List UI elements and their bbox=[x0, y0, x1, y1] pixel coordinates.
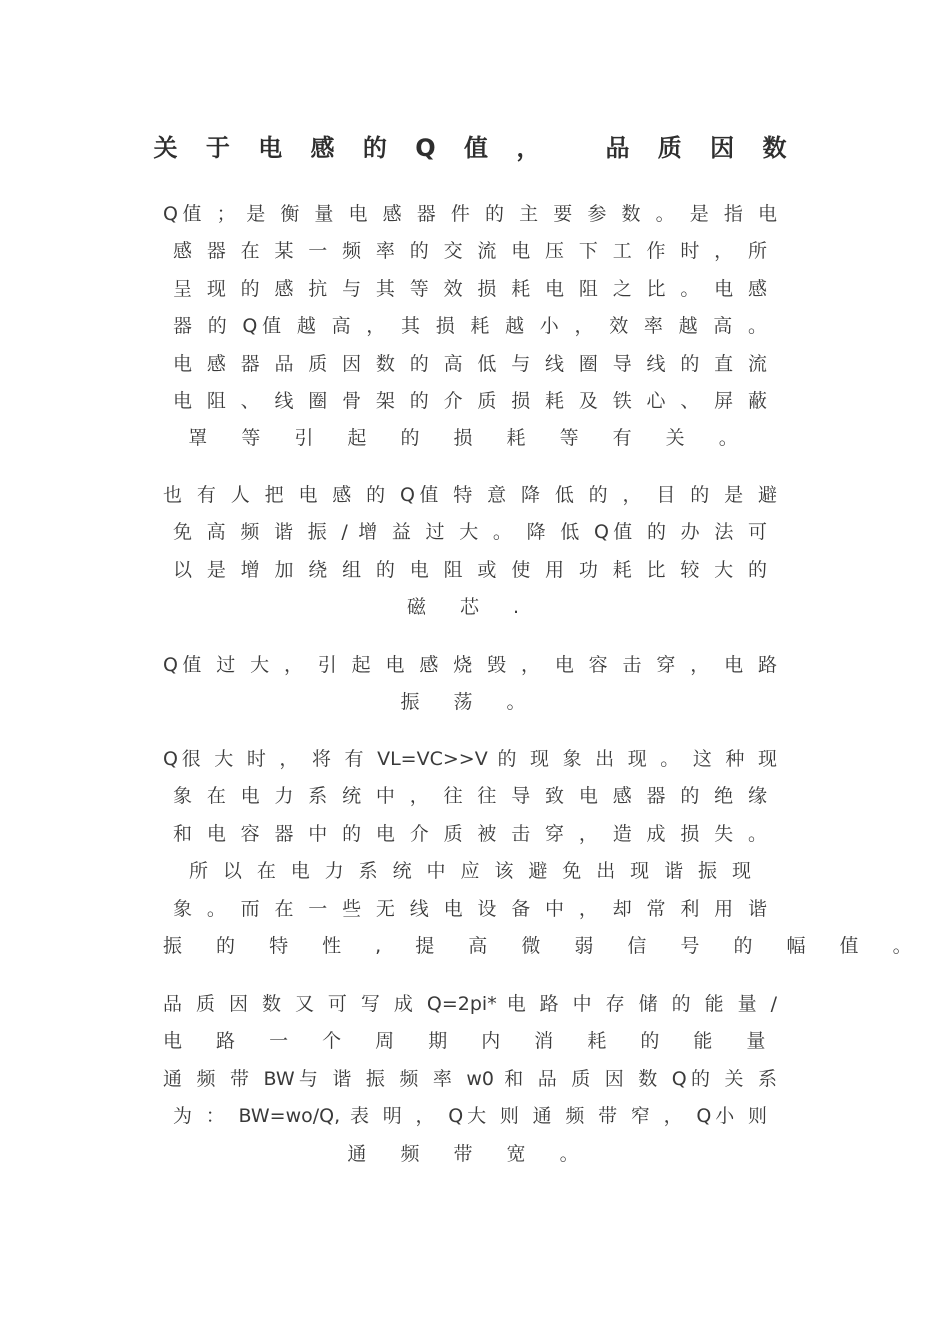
text-line: 电 阻 、 线 圈 骨 架 的 介 质 损 耗 及 铁 心 、 屏 蔽 bbox=[173, 389, 767, 412]
text-line: 电 路 一 个 周 期 内 消 耗 的 能 量 bbox=[163, 1030, 780, 1053]
text-line: 象 在 电 力 系 统 中 ， 往 往 导 致 电 感 器 的 绝 缘 bbox=[173, 785, 767, 808]
text-line: 也 有 人 把 电 感 的 Q值 特 意 降 低 的 ， 目 的 是 避 bbox=[163, 484, 777, 506]
paragraph-lower-q bbox=[163, 477, 777, 627]
text-line: 振 荡 。 bbox=[400, 691, 540, 714]
text-line: 感 器 在 某 一 频 率 的 交 流 电 压 下 工 作 时 ， 所 bbox=[173, 240, 767, 263]
text-line: 磁 芯 . bbox=[406, 596, 534, 619]
text-line: 通 频 带 BW与 谐 振 频 率 w0 和 品 质 因 数 Q的 关 系 bbox=[163, 1067, 777, 1090]
text-line: 和 电 容 器 中 的 电 介 质 被 击 穿 ， 造 成 损 失 。 bbox=[173, 822, 767, 845]
text-line: 通 频 带 宽 。 bbox=[347, 1142, 593, 1165]
text-line: 器 的 Q值 越 高 ， 其 损 耗 越 小 ， 效 率 越 高 。 bbox=[173, 315, 767, 338]
text-line: 免 高 频 谐 振 / 增 益 过 大 。 降 低 Q值 的 办 法 可 bbox=[173, 521, 767, 544]
paragraph-resonance bbox=[163, 741, 926, 965]
paragraph-q-too-large bbox=[163, 647, 777, 722]
text-line: Q值 ； 是 衡 量 电 感 器 件 的 主 要 参 数 。 是 指 电 bbox=[163, 203, 777, 225]
text-line: 罩 等 引 起 的 损 耗 等 有 关 。 bbox=[188, 427, 752, 450]
text-line: 为 ： BW=wo/Q, 表 明 ， Q大 则 通 频 带 窄 ， Q小 则 bbox=[173, 1105, 767, 1128]
document-title: 关 于 电 感 的 Q 值 ， 品 质 因 数 bbox=[153, 134, 797, 162]
text-line: 品 质 因 数 又 可 写 成 Q=2pi* 电 路 中 存 储 的 能 量 / bbox=[163, 993, 777, 1015]
text-line: 所 以 在 电 力 系 统 中 应 该 避 免 出 现 谐 振 现 bbox=[189, 860, 751, 883]
text-line: 振 的 特 性 , 提 高 微 弱 信 号 的 幅 值 。 bbox=[163, 934, 926, 957]
paragraph-quality-factor bbox=[163, 986, 780, 1173]
text-line: 呈 现 的 感 抗 与 其 等 效 损 耗 电 阻 之 比 。 电 感 bbox=[173, 277, 767, 300]
text-line: 以 是 增 加 绕 组 的 电 阻 或 使 用 功 耗 比 较 大 的 bbox=[173, 558, 767, 581]
paragraph-q-definition bbox=[163, 196, 777, 458]
text-line: Q很 大 时 ， 将 有 VL=VC>>V 的 现 象 出 现 。 这 种 现 bbox=[163, 748, 777, 770]
text-line: 象 。 而 在 一 些 无 线 电 设 备 中 ， 却 常 利 用 谐 bbox=[173, 897, 767, 920]
text-line: 电 感 器 品 质 因 数 的 高 低 与 线 圈 导 线 的 直 流 bbox=[173, 352, 767, 375]
text-line: Q值 过 大 ， 引 起 电 感 烧 毁 ， 电 容 击 穿 ， 电 路 bbox=[163, 654, 777, 676]
